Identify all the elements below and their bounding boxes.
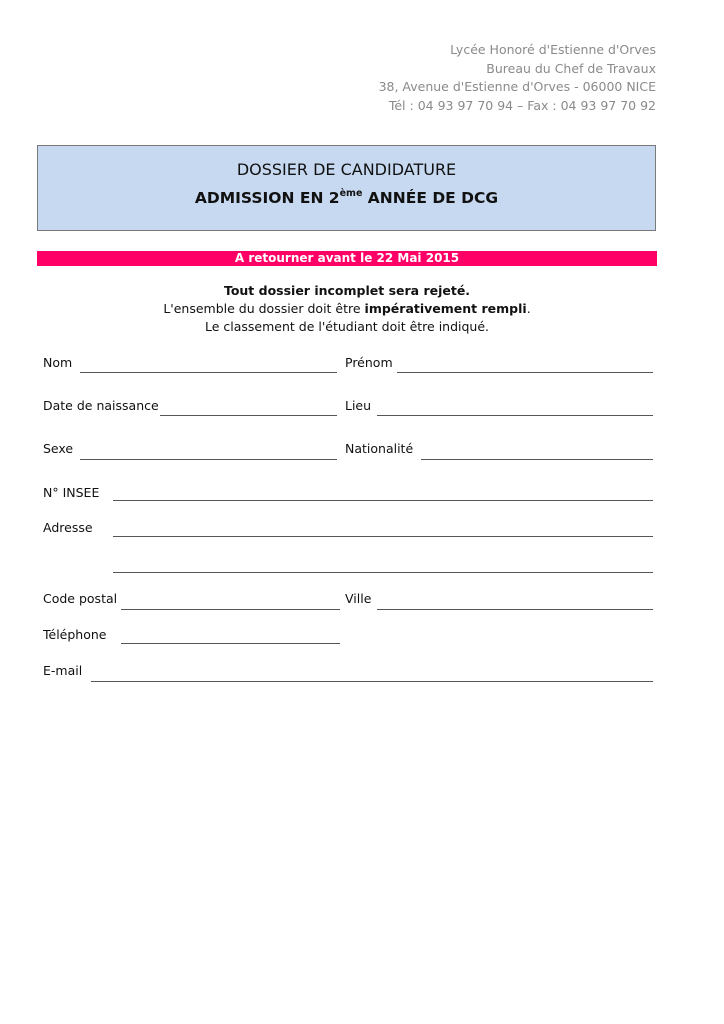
school-address: 38, Avenue d'Estienne d'Orves - 06000 NICE (378, 79, 656, 94)
insee-label: N° INSEE (43, 485, 100, 500)
date-naissance-field[interactable] (160, 415, 337, 416)
school-name: Lycée Honoré d'Estienne d'Orves (450, 42, 656, 57)
code-postal-label: Code postal (43, 591, 118, 606)
ville-label: Ville (345, 591, 372, 606)
notice-complete-suffix: . (526, 301, 531, 316)
date-naissance-label: Date de naissance (43, 398, 159, 413)
adresse-label: Adresse (43, 520, 93, 535)
adresse-field-line2[interactable] (113, 572, 653, 573)
document-title: DOSSIER DE CANDIDATURE (236, 160, 457, 179)
telephone-label: Téléphone (43, 627, 107, 642)
notice-complete-prefix: L'ensemble du dossier doit être (163, 301, 365, 316)
email-label: E-mail (43, 663, 83, 678)
sexe-field[interactable] (80, 459, 337, 460)
school-phone: Tél : 04 93 97 70 94 – Fax : 04 93 97 70 92 (388, 97, 656, 113)
deadline-banner: A retourner avant le 22 Mai 2015 (37, 251, 657, 266)
notice-incomplete: Tout dossier incomplet sera rejeté. (223, 283, 471, 298)
nationalite-field[interactable] (421, 459, 653, 460)
notice-ranking: Le classement de l'étudiant doit être indiqué. (204, 319, 490, 334)
prenom-field[interactable] (397, 372, 653, 373)
insee-field[interactable] (113, 500, 653, 501)
office-name: Bureau du Chef de Travaux (486, 60, 656, 76)
nationalite-label: Nationalité (345, 441, 414, 456)
subtitle-suffix: ANNÉE DE DCG (362, 189, 499, 208)
nom-label: Nom (43, 355, 73, 370)
document-subtitle (38, 189, 655, 207)
subtitle-prefix: ADMISSION EN 2 (194, 189, 340, 208)
title-box (37, 145, 656, 231)
lieu-label: Lieu (345, 398, 372, 413)
sexe-label: Sexe (43, 441, 74, 456)
email-field[interactable] (91, 681, 653, 682)
adresse-field-line1[interactable] (113, 536, 653, 537)
notice-complete (37, 300, 657, 318)
notice-complete-bold: impérativement rempli (364, 301, 527, 316)
nom-field[interactable] (80, 372, 337, 373)
subtitle-superscript: ème (339, 188, 363, 199)
lieu-field[interactable] (377, 415, 653, 416)
telephone-field[interactable] (121, 643, 340, 644)
ville-field[interactable] (377, 609, 653, 610)
school-header (379, 41, 656, 115)
prenom-label: Prénom (345, 355, 393, 370)
code-postal-field[interactable] (121, 609, 340, 610)
